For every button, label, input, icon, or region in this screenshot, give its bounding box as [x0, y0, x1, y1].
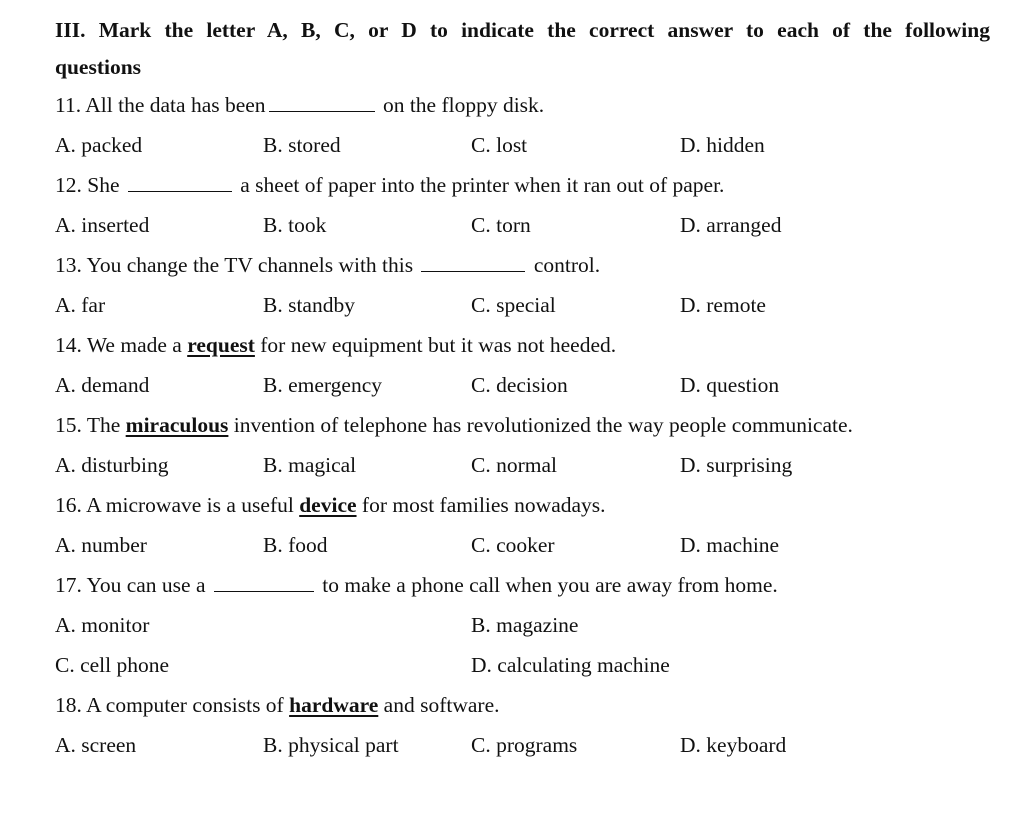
question-18-option-a[interactable]: A. screen	[55, 733, 137, 757]
answer-blank	[214, 565, 314, 592]
question-14-option-c[interactable]: C. decision	[471, 373, 568, 397]
question-13-option-b[interactable]: B. standby	[263, 293, 355, 317]
question-16-stem-start: 16. A microwave is a useful	[55, 493, 294, 517]
question-12-stem-start: 12. She	[55, 173, 120, 197]
question-16-keyword: device	[299, 493, 357, 517]
question-14-option-a[interactable]: A. demand	[55, 373, 150, 397]
section-heading: III. Mark the letter A, B, C, or D to indicate the correct answer to each of the following	[55, 18, 990, 42]
question-17-option-b[interactable]: B. magazine	[471, 613, 579, 637]
question-14-stem-end: for new equipment but it was not heeded.	[260, 333, 617, 357]
question-15-option-b[interactable]: B. magical	[263, 453, 357, 477]
question-13-option-a[interactable]: A. far	[55, 293, 106, 317]
question-11-stem-end: on the floppy disk.	[382, 93, 545, 117]
question-11	[55, 85, 544, 125]
question-15	[55, 405, 853, 445]
question-15-stem-start: 15. The	[55, 413, 121, 437]
answer-blank	[269, 85, 375, 112]
question-15-option-d[interactable]: D. surprising	[680, 453, 793, 477]
question-13-option-d[interactable]: D. remote	[680, 293, 766, 317]
question-14-option-d[interactable]: D. question	[680, 373, 780, 397]
question-17-stem-end: to make a phone call when you are away from home.	[322, 573, 778, 597]
question-16-option-a[interactable]: A. number	[55, 533, 147, 557]
question-16	[55, 485, 606, 525]
question-12-option-d[interactable]: D. arranged	[680, 213, 782, 237]
question-15-option-a[interactable]: A. disturbing	[55, 453, 169, 477]
question-15-stem-end: invention of telephone has revolutionized the way people communicate.	[233, 413, 853, 437]
question-14-option-b[interactable]: B. emergency	[263, 373, 383, 397]
question-11-option-c[interactable]: C. lost	[471, 133, 528, 157]
question-15-keyword: miraculous	[125, 413, 229, 437]
question-11-option-b[interactable]: B. stored	[263, 133, 341, 157]
question-13-stem-start: 13. You change the TV channels with this	[55, 253, 414, 277]
question-16-stem-end: for most families nowadays.	[361, 493, 606, 517]
question-11-option-a[interactable]: A. packed	[55, 133, 143, 157]
question-18-stem-start: 18. A computer consists of	[55, 693, 284, 717]
question-17	[55, 565, 778, 605]
question-15-option-c[interactable]: C. normal	[471, 453, 557, 477]
question-12-option-c[interactable]: C. torn	[471, 213, 531, 237]
question-17-option-a[interactable]: A. monitor	[55, 613, 150, 637]
question-18-option-d[interactable]: D. keyboard	[680, 733, 787, 757]
question-18-keyword: hardware	[289, 693, 379, 717]
question-17-stem-start: 17. You can use a	[55, 573, 206, 597]
question-16-option-b[interactable]: B. food	[263, 533, 328, 557]
question-11-stem-start: 11. All the data has been	[55, 93, 266, 117]
question-16-option-d[interactable]: D. machine	[680, 533, 780, 557]
question-12-stem-end: a sheet of paper into the printer when it ran out of paper.	[240, 173, 725, 197]
question-11-option-d[interactable]: D. hidden	[680, 133, 765, 157]
question-12-option-b[interactable]: B. took	[263, 213, 327, 237]
question-14	[55, 325, 616, 365]
question-17-option-c[interactable]: C. cell phone	[55, 653, 170, 677]
question-17-option-d[interactable]: D. calculating machine	[471, 653, 670, 677]
question-18-option-b[interactable]: B. physical part	[263, 733, 399, 757]
question-13-option-c[interactable]: C. special	[471, 293, 556, 317]
question-13-stem-end: control.	[533, 253, 601, 277]
question-18	[55, 685, 500, 725]
answer-blank	[128, 165, 232, 192]
answer-blank	[421, 245, 525, 272]
question-13	[55, 245, 600, 285]
question-12	[55, 165, 724, 205]
question-16-option-c[interactable]: C. cooker	[471, 533, 555, 557]
question-18-stem-end: and software.	[383, 693, 500, 717]
section-heading-continued: questions	[55, 55, 142, 79]
question-14-stem-start: 14. We made a	[55, 333, 182, 357]
question-12-option-a[interactable]: A. inserted	[55, 213, 150, 237]
question-14-keyword: request	[187, 333, 255, 357]
question-18-option-c[interactable]: C. programs	[471, 733, 578, 757]
